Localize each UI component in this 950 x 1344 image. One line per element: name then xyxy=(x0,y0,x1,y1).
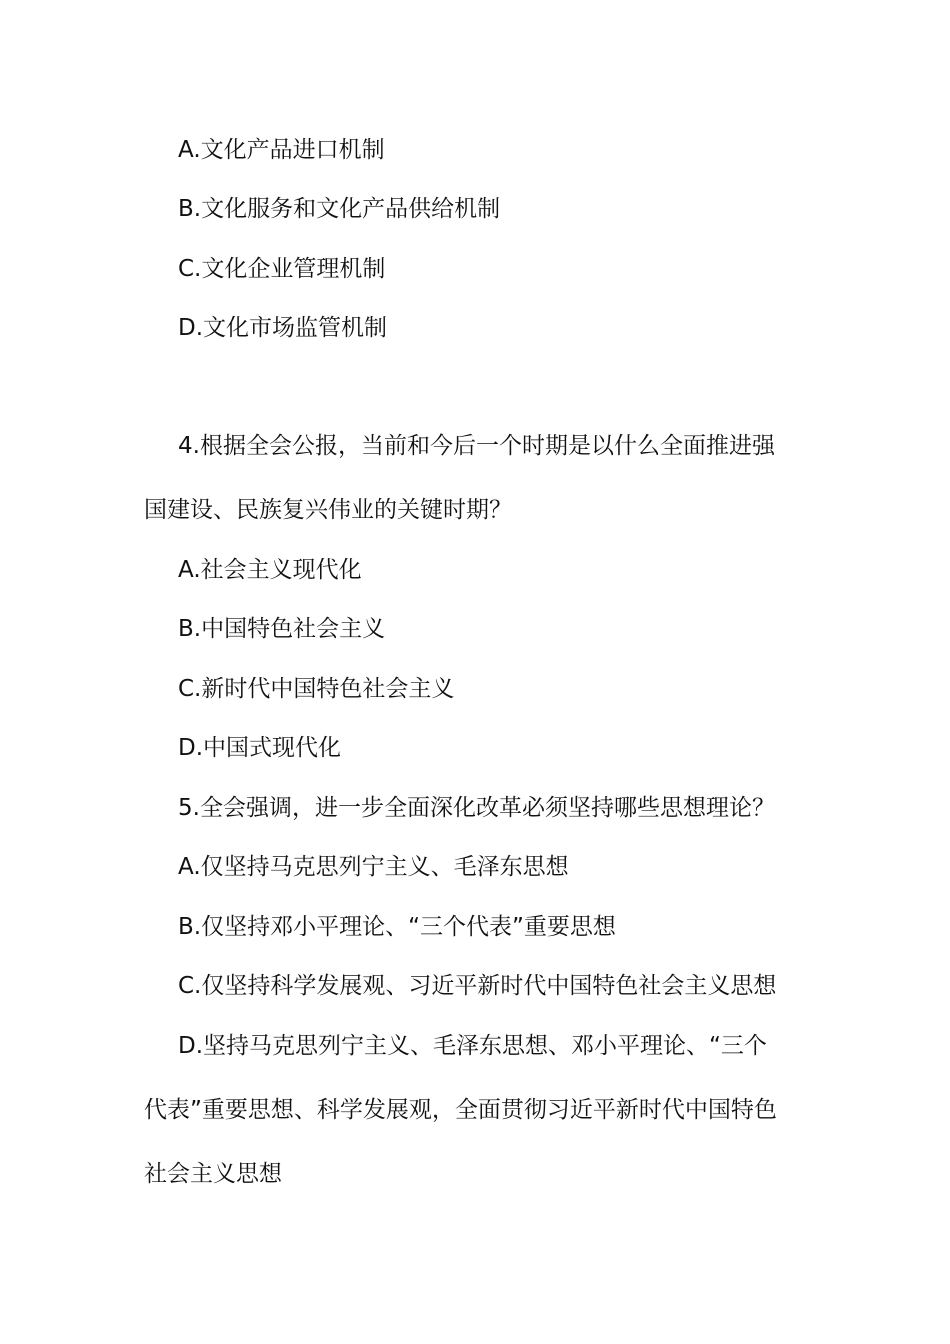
q5-option-d-line3: 社会主义思想 xyxy=(144,1161,282,1187)
q5-option-c: C.仅坚持科学发展观、习近平新时代中国特色社会主义思想 xyxy=(178,973,777,999)
q4-option-b: B.中国特色社会主义 xyxy=(178,616,386,642)
q3-option-d: D.文化市场监管机制 xyxy=(178,315,388,341)
q4-option-c: C.新时代中国特色社会主义 xyxy=(178,676,455,702)
q4-option-a: A.社会主义现代化 xyxy=(178,557,362,583)
q5-option-b: B.仅坚持邓小平理论、“三个代表”重要思想 xyxy=(178,914,616,940)
q3-option-a: A.文化产品进口机制 xyxy=(178,137,385,163)
q3-option-b: B.文化服务和文化产品供给机制 xyxy=(178,196,501,222)
q5-option-a: A.仅坚持马克思列宁主义、毛泽东思想 xyxy=(178,854,569,880)
q3-option-c: C.文化企业管理机制 xyxy=(178,256,386,282)
q4-option-d: D.中国式现代化 xyxy=(178,735,342,761)
q5-stem: 5.全会强调，进一步全面深化改革必须坚持哪些思想理论？ xyxy=(178,795,775,821)
q4-stem-line2: 国建设、民族复兴伟业的关键时期？ xyxy=(144,497,512,523)
q5-option-d-line2: 代表”重要思想、科学发展观，全面贯彻习近平新时代中国特色 xyxy=(144,1097,777,1123)
q4-stem-line1: 4.根据全会公报，当前和今后一个时期是以什么全面推进强 xyxy=(178,433,775,459)
q5-option-d-line1: D.坚持马克思列宁主义、毛泽东思想、邓小平理论、“三个 xyxy=(178,1033,767,1059)
